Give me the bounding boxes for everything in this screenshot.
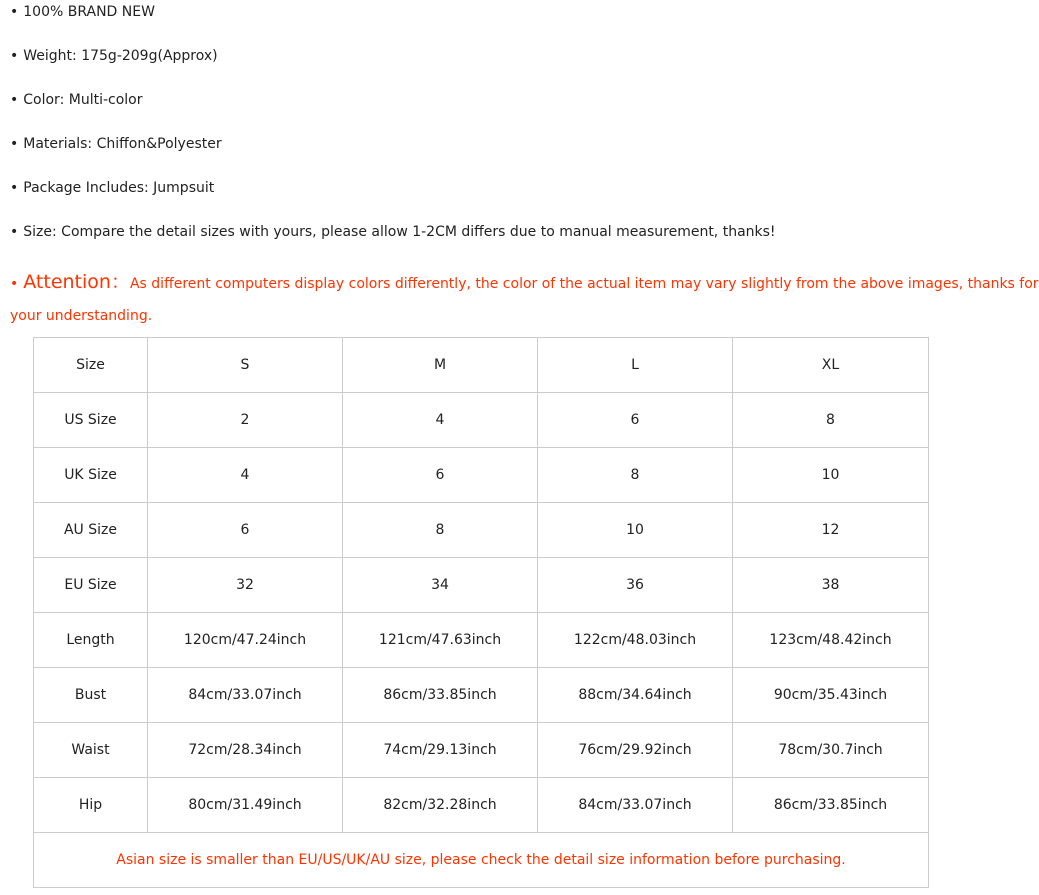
- size-chart-table: [33, 337, 929, 888]
- table-header-row: [34, 338, 929, 393]
- bullet-dot: •: [10, 92, 19, 108]
- spec-text: Color: Multi-color: [23, 92, 143, 108]
- table-cell: 10: [733, 448, 929, 503]
- table-cell: 86cm/33.85inch: [343, 668, 538, 723]
- table-cell: 123cm/48.42inch: [733, 613, 929, 668]
- table-row: [34, 723, 929, 778]
- table-header-cell: XL: [733, 338, 929, 393]
- table-cell: 84cm/33.07inch: [538, 778, 733, 833]
- spec-item-color: [10, 88, 944, 132]
- table-cell: 8: [538, 448, 733, 503]
- spec-text: 100% BRAND NEW: [23, 4, 155, 20]
- table-header-cell: Size: [34, 338, 148, 393]
- spec-item-package: [10, 176, 944, 220]
- spec-text: Weight: 175g-209g(Approx): [23, 48, 218, 64]
- table-cell: 38: [733, 558, 929, 613]
- table-header-cell: M: [343, 338, 538, 393]
- table-cell: 84cm/33.07inch: [148, 668, 343, 723]
- table-cell: 8: [343, 503, 538, 558]
- row-label: Bust: [34, 668, 148, 723]
- bullet-dot: •: [10, 48, 19, 64]
- spec-item-brand: [10, 0, 944, 44]
- table-row: [34, 503, 929, 558]
- table-cell: 6: [148, 503, 343, 558]
- table-row: [34, 448, 929, 503]
- bullet-dot: •: [10, 224, 19, 240]
- product-spec-list: [10, 0, 944, 264]
- table-row: [34, 393, 929, 448]
- table-cell: 74cm/29.13inch: [343, 723, 538, 778]
- table-row: [34, 668, 929, 723]
- table-cell: 72cm/28.34inch: [148, 723, 343, 778]
- table-cell: 90cm/35.43inch: [733, 668, 929, 723]
- attention-text: As different computers display colors differently, the color of the actual item may vary slightly from the above images, thanks for: [129, 276, 1039, 292]
- table-cell: 120cm/47.24inch: [148, 613, 343, 668]
- bullet-dot: •: [10, 136, 19, 152]
- table-cell: 4: [148, 448, 343, 503]
- table-cell: 36: [538, 558, 733, 613]
- table-cell: 88cm/34.64inch: [538, 668, 733, 723]
- bullet-dot: •: [10, 276, 19, 292]
- spec-text: Materials: Chiffon&Polyester: [23, 136, 222, 152]
- table-row: [34, 778, 929, 833]
- bullet-dot: •: [10, 4, 19, 20]
- table-cell: 32: [148, 558, 343, 613]
- table-header-cell: L: [538, 338, 733, 393]
- attention-notice: [10, 262, 1039, 331]
- spec-item-weight: [10, 44, 944, 88]
- row-label: UK Size: [34, 448, 148, 503]
- row-label: AU Size: [34, 503, 148, 558]
- table-cell: 8: [733, 393, 929, 448]
- table-cell: 12: [733, 503, 929, 558]
- bullet-dot: •: [10, 180, 19, 196]
- table-cell: 78cm/30.7inch: [733, 723, 929, 778]
- table-cell: 4: [343, 393, 538, 448]
- spec-text: Size: Compare the detail sizes with yours, please allow 1-2CM differs due to manual measurement, thanks!: [23, 224, 776, 240]
- size-note: Asian size is smaller than EU/US/UK/AU size, please check the detail size information before purchasing.: [34, 833, 929, 888]
- table-cell: 86cm/33.85inch: [733, 778, 929, 833]
- row-label: Length: [34, 613, 148, 668]
- spec-item-size: [10, 220, 944, 264]
- row-label: EU Size: [34, 558, 148, 613]
- row-label: Waist: [34, 723, 148, 778]
- table-cell: 6: [343, 448, 538, 503]
- table-cell: 6: [538, 393, 733, 448]
- table-cell: 34: [343, 558, 538, 613]
- table-cell: 82cm/32.28inch: [343, 778, 538, 833]
- table-row: [34, 613, 929, 668]
- spec-text: Package Includes: Jumpsuit: [23, 180, 215, 196]
- spec-item-materials: [10, 132, 944, 176]
- attention-text-continued: your understanding.: [10, 308, 153, 324]
- table-cell: 121cm/47.63inch: [343, 613, 538, 668]
- table-cell: 122cm/48.03inch: [538, 613, 733, 668]
- table-header-cell: S: [148, 338, 343, 393]
- table-cell: 10: [538, 503, 733, 558]
- row-label: Hip: [34, 778, 148, 833]
- attention-title: Attention：: [23, 271, 130, 293]
- row-label: US Size: [34, 393, 148, 448]
- table-note-row: [34, 833, 929, 888]
- table-cell: 80cm/31.49inch: [148, 778, 343, 833]
- table-cell: 2: [148, 393, 343, 448]
- table-row: [34, 558, 929, 613]
- table-cell: 76cm/29.92inch: [538, 723, 733, 778]
